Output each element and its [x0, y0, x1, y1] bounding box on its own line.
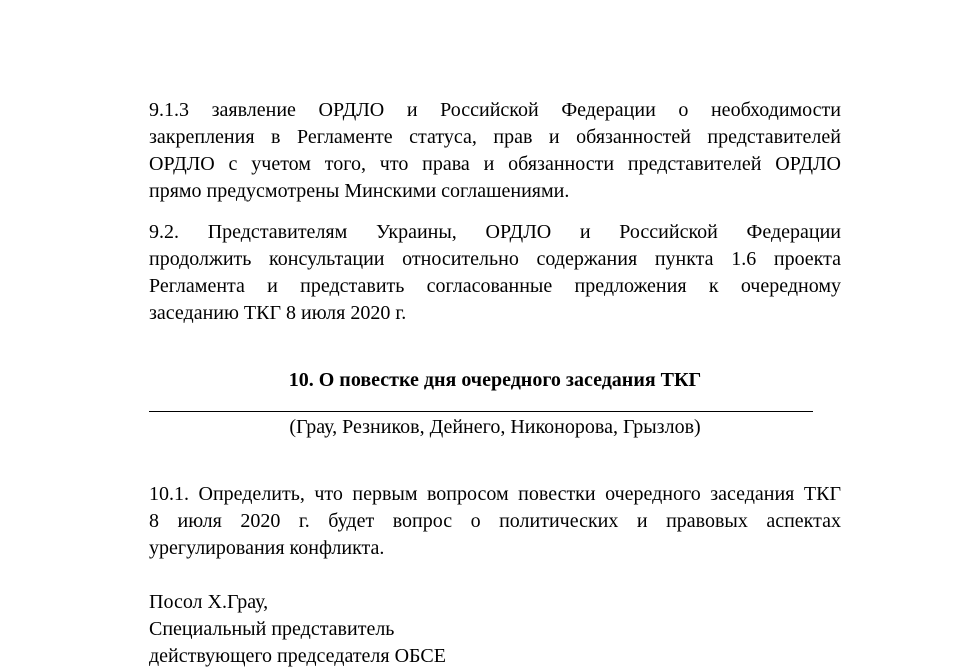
paragraph-10-1-line-3: урегулирования конфликта.	[149, 537, 385, 559]
paragraph-10-1-line-1	[149, 481, 841, 507]
paragraph-9-2-line-4: заседанию ТКГ 8 июля 2020 г.	[149, 302, 407, 324]
paragraph-text: Определить, что первым вопросом повестки очередного заседания ТКГ	[198, 483, 842, 505]
paragraph-number-9-2: 9.2.	[149, 221, 179, 243]
signature-title-cont: действующего председателя ОБСЕ	[149, 645, 446, 667]
paragraph-9-1-3-line-3: ОРДЛО с учетом того, что права и обязанности представителей ОРДЛО	[149, 153, 841, 175]
paragraph-9-2-line-3: Регламента и представить согласованные предложения к очередному	[149, 275, 841, 297]
paragraph-9-2-line-1	[149, 219, 841, 245]
paragraph-text: Представителям Украины, ОРДЛО и Российской Федерации	[207, 221, 842, 243]
signature-name: Посол Х.Грау,	[149, 591, 269, 613]
section-10-speakers: (Грау, Резников, Дейнего, Никонорова, Грызлов)	[289, 416, 701, 438]
paragraph-9-2-line-2: продолжить консультации относительно содержания пункта 1.6 проекта	[149, 248, 841, 270]
paragraph-9-1-3-line-2: закрепления в Регламенте статуса, прав и обязанностей представителей	[149, 126, 841, 148]
paragraph-10-1-line-2: 8 июля 2020 г. будет вопрос о политических и правовых аспектах	[149, 510, 841, 532]
paragraph-number-9-1-3: 9.1.3	[149, 99, 189, 121]
paragraph-text: заявление ОРДЛО и Российской Федерации о необходимости	[211, 99, 841, 121]
paragraph-number-10-1: 10.1.	[149, 483, 189, 505]
section-10-heading: 10. О повестке дня очередного заседания ТКГ	[288, 369, 702, 391]
paragraph-9-1-3-line-1	[149, 97, 841, 123]
heading-underline-rule	[149, 411, 813, 412]
signature-title: Специальный представитель	[149, 618, 395, 640]
paragraph-9-1-3-line-4: прямо предусмотрены Минскими соглашениями.	[149, 180, 570, 202]
